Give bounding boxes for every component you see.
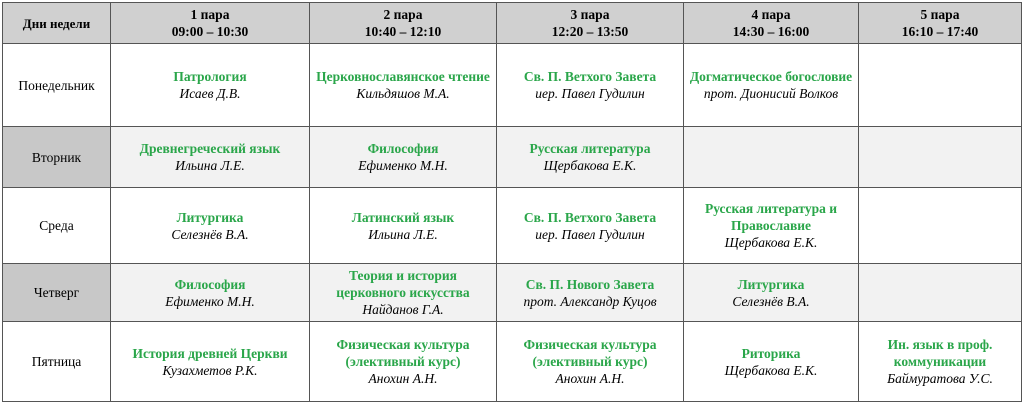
period-number: 1 пара	[190, 7, 230, 22]
period-header-3	[497, 3, 684, 44]
lesson-cell	[684, 188, 859, 264]
teacher-name: Кузахметов Р.К.	[162, 362, 258, 378]
subject-name: Литургика	[176, 209, 244, 225]
lesson-cell	[859, 322, 1022, 402]
lesson-cell	[310, 322, 497, 402]
teacher-name: прот. Дионисий Волков	[703, 86, 839, 101]
period-time: 09:00 – 10:30	[171, 24, 249, 39]
empty-cell	[859, 264, 1022, 322]
schedule-table	[2, 2, 1022, 402]
period-header-2	[310, 3, 497, 44]
teacher-name: иер. Павел Гудилин	[535, 226, 645, 242]
subject-name: Ин. язык в проф. коммуникации	[887, 337, 993, 369]
period-time: 12:20 – 13:50	[551, 24, 629, 39]
table-row-wednesday	[3, 188, 1022, 264]
subject-name: Физическая культура (элективный курс)	[523, 337, 657, 369]
table-row-thursday	[3, 264, 1022, 322]
subject-name: Риторика	[741, 345, 801, 361]
lesson-cell	[310, 264, 497, 322]
period-number: 4 пара	[751, 7, 791, 22]
subject-name: Философия	[174, 276, 246, 292]
teacher-name: Ильина Л.Е.	[175, 158, 245, 173]
period-number: 2 пара	[383, 7, 423, 22]
day-name: Понедельник	[3, 44, 111, 127]
period-time: 10:40 – 12:10	[364, 24, 442, 39]
subject-name: Догматическое богословие	[689, 69, 853, 84]
lesson-cell	[310, 188, 497, 264]
period-header-1	[111, 3, 310, 44]
teacher-name: Найданов Г.А.	[362, 302, 444, 317]
subject-name: Физическая культура (элективный курс)	[336, 337, 470, 369]
subject-name: Св. П. Нового Завета	[525, 276, 655, 292]
empty-cell	[684, 127, 859, 188]
lesson-cell	[310, 44, 497, 127]
subject-name: Св. П. Ветхого Завета	[523, 209, 657, 225]
teacher-name: Селезнёв В.А.	[732, 293, 810, 309]
lesson-cell	[111, 264, 310, 322]
subject-name: Церковнославянское чтение	[316, 69, 490, 84]
day-name: Вторник	[3, 127, 111, 188]
teacher-name: Щербакова Е.К.	[724, 235, 818, 250]
lesson-cell	[111, 322, 310, 402]
teacher-name: Селезнёв В.А.	[171, 226, 249, 242]
lesson-cell	[684, 264, 859, 322]
teacher-name: Кильдяшов М.А.	[356, 86, 450, 101]
lesson-cell	[111, 44, 310, 127]
lesson-cell	[111, 188, 310, 264]
day-name: Пятница	[3, 322, 111, 402]
teacher-name: Ефименко М.Н.	[165, 293, 255, 309]
period-header-5	[859, 3, 1022, 44]
lesson-cell	[497, 264, 684, 322]
teacher-name: Исаев Д.В.	[179, 86, 241, 101]
empty-cell	[859, 127, 1022, 188]
period-number: 3 пара	[570, 7, 610, 22]
teacher-name: прот. Александр Куцов	[523, 293, 657, 309]
day-column-header: Дни недели	[3, 3, 111, 44]
lesson-cell	[684, 322, 859, 402]
empty-cell	[859, 188, 1022, 264]
subject-name: Философия	[367, 141, 439, 156]
teacher-name: Анохин А.Н.	[555, 371, 625, 386]
lesson-cell	[111, 127, 310, 188]
subject-name: Теория и история церковного искусства	[336, 268, 470, 300]
teacher-name: Щербакова Е.К.	[543, 158, 637, 173]
header-row	[3, 3, 1022, 44]
period-number: 5 пара	[920, 7, 960, 22]
subject-name: Русская литература	[529, 141, 651, 156]
teacher-name: иер. Павел Гудилин	[535, 86, 645, 101]
subject-name: Литургика	[737, 276, 805, 292]
lesson-cell	[497, 322, 684, 402]
teacher-name: Щербакова Е.К.	[724, 362, 818, 378]
lesson-cell	[497, 127, 684, 188]
subject-name: Св. П. Ветхого Завета	[523, 69, 657, 84]
lesson-cell	[310, 127, 497, 188]
lesson-cell	[684, 44, 859, 127]
day-name: Среда	[3, 188, 111, 264]
table-row-tuesday	[3, 127, 1022, 188]
teacher-name: Анохин А.Н.	[368, 371, 438, 386]
empty-cell	[859, 44, 1022, 127]
teacher-name: Баймуратова У.С.	[887, 371, 993, 386]
table-row-friday	[3, 322, 1022, 402]
period-header-4	[684, 3, 859, 44]
subject-name: Древнегреческий язык	[139, 141, 281, 156]
subject-name: История древней Церкви	[132, 345, 288, 361]
table-row-monday	[3, 44, 1022, 127]
period-time: 14:30 – 16:00	[732, 24, 810, 39]
period-time: 16:10 – 17:40	[901, 24, 979, 39]
lesson-cell	[497, 44, 684, 127]
day-name: Четверг	[3, 264, 111, 322]
teacher-name: Ефименко М.Н.	[358, 158, 448, 173]
teacher-name: Ильина Л.Е.	[368, 226, 438, 242]
subject-name: Русская литература и Православие	[704, 201, 838, 233]
subject-name: Патрология	[173, 69, 247, 84]
lesson-cell	[497, 188, 684, 264]
subject-name: Латинский язык	[351, 209, 455, 225]
